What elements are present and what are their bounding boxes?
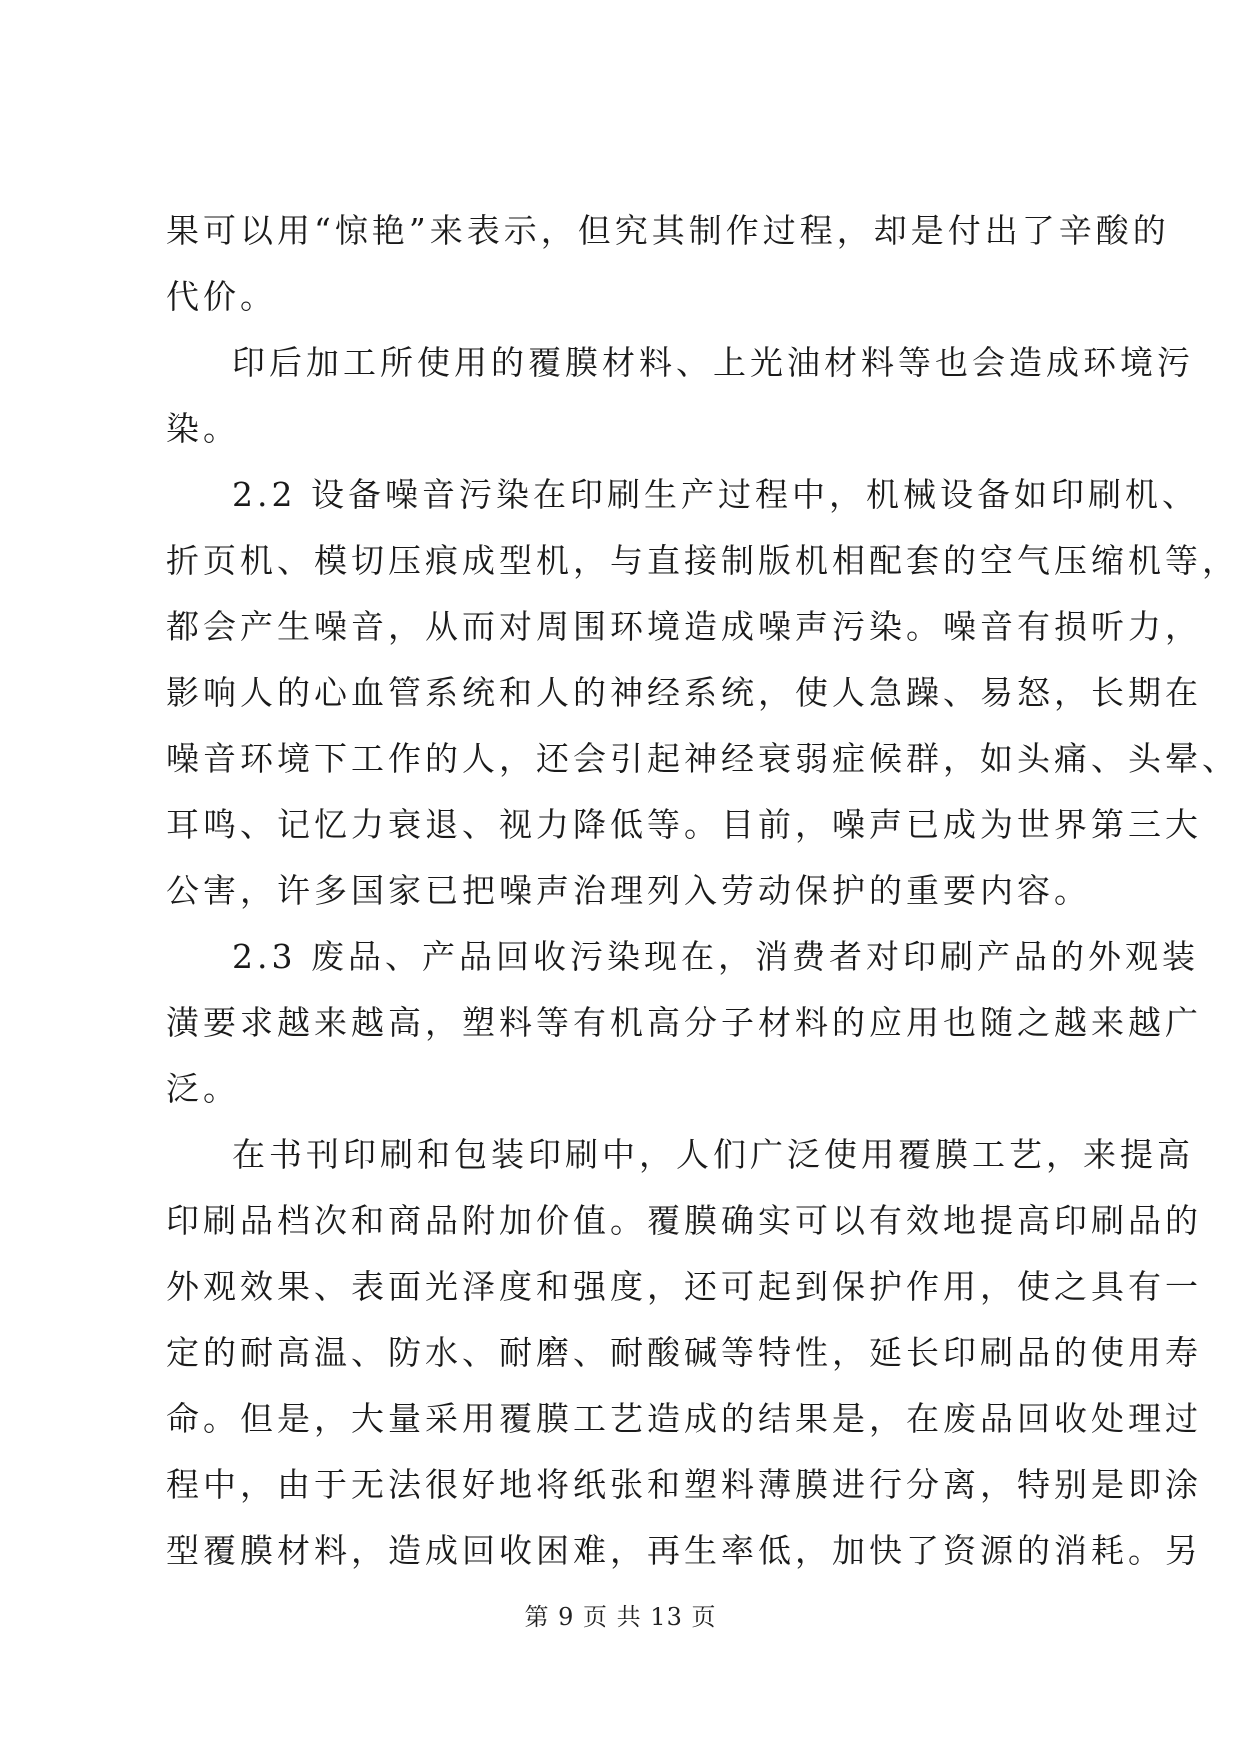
- text-line: 泛。: [166, 1069, 240, 1108]
- text-line: 型覆膜材料，造成回收困难，再生率低，加快了资源的消耗。另: [166, 1531, 1202, 1570]
- text-line: 印刷品档次和商品附加价值。覆膜确实可以有效地提高印刷品的: [166, 1201, 1202, 1240]
- page-number-footer: 第 9 页 共 13 页: [524, 1603, 717, 1631]
- text-line: 果可以用“惊艳”来表示，但究其制作过程，却是付出了辛酸的: [166, 211, 1170, 250]
- text-line: 折页机、模切压痕成型机，与直接制版机相配套的空气压缩机等，: [166, 541, 1239, 580]
- text-line: 影响人的心血管系统和人的神经系统，使人急躁、易怒，长期在: [166, 673, 1202, 712]
- text-line: 2.2 设备噪音污染在印刷生产过程中，机械设备如印刷机、: [232, 475, 1199, 514]
- text-line: 染。: [166, 409, 240, 448]
- text-line: 在书刊印刷和包装印刷中，人们广泛使用覆膜工艺，来提高: [232, 1135, 1194, 1174]
- text-line: 程中，由于无法很好地将纸张和塑料薄膜进行分离，特别是即涂: [166, 1465, 1202, 1504]
- text-line: 都会产生噪音，从而对周围环境造成噪声污染。噪音有损听力，: [166, 607, 1202, 646]
- text-line: 耳鸣、记忆力衰退、视力降低等。目前，噪声已成为世界第三大: [166, 805, 1202, 844]
- text-line: 外观效果、表面光泽度和强度，还可起到保护作用，使之具有一: [166, 1267, 1202, 1306]
- text-line: 代价。: [166, 277, 277, 316]
- text-line: 潢要求越来越高，塑料等有机高分子材料的应用也随之越来越广: [166, 1003, 1202, 1042]
- text-line: 定的耐高温、防水、耐磨、耐酸碱等特性，延长印刷品的使用寿: [166, 1333, 1202, 1372]
- text-line: 命。但是，大量采用覆膜工艺造成的结果是，在废品回收处理过: [166, 1399, 1202, 1438]
- text-line: 公害，许多国家已把噪声治理列入劳动保护的重要内容。: [166, 871, 1091, 910]
- text-line: 噪音环境下工作的人，还会引起神经衰弱症候群，如头痛、头晕、: [166, 739, 1239, 778]
- text-line: 2.3 废品、产品回收污染现在，消费者对印刷产品的外观装: [232, 937, 1199, 976]
- text-line: 印后加工所使用的覆膜材料、上光油材料等也会造成环境污: [232, 343, 1194, 382]
